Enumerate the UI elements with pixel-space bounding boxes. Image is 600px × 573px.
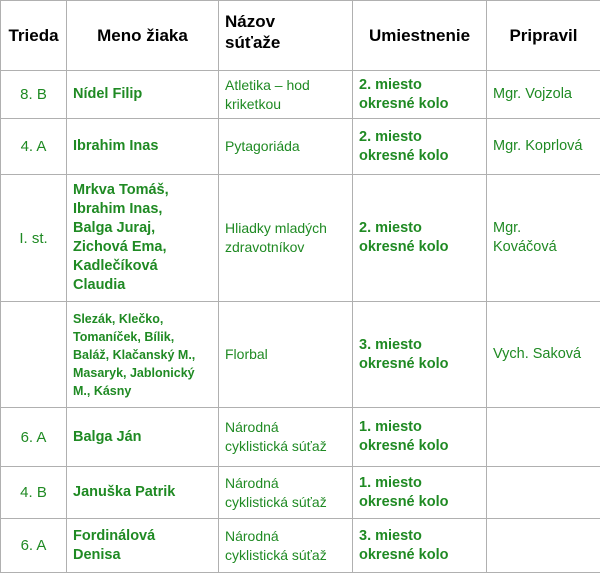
- cell-student-names-line: Kadlečíková: [73, 257, 218, 276]
- cell-placement-line: okresné kolo: [359, 546, 486, 565]
- header-class: Trieda: [1, 1, 67, 71]
- cell-teacher: [487, 519, 600, 573]
- cell-student-names: [67, 302, 219, 408]
- cell-student-names-line: M., Kásny: [73, 382, 218, 400]
- cell-competition-line: Národná: [225, 527, 352, 546]
- cell-competition-line: cyklistická súťaž: [225, 493, 352, 512]
- cell-competition-line: Florbal: [225, 345, 352, 364]
- cell-teacher: [487, 175, 600, 302]
- cell-placement: [353, 175, 487, 302]
- cell-student-names-line: Zichová Ema,: [73, 238, 218, 257]
- cell-student-names-line: Januška Patrik: [73, 483, 218, 502]
- cell-placement: [353, 302, 487, 408]
- cell-class: 4. A: [1, 119, 67, 175]
- cell-teacher-line: Mgr. Vojzola: [493, 85, 600, 104]
- cell-student-names: [67, 519, 219, 573]
- cell-placement-line: okresné kolo: [359, 355, 486, 374]
- cell-competition-line: Atletika – hod: [225, 76, 352, 95]
- cell-student-names-line: Ibrahim Inas,: [73, 200, 218, 219]
- header-competition-line: Názov: [225, 11, 352, 32]
- cell-class: 8. B: [1, 71, 67, 119]
- cell-placement-line: 2. miesto: [359, 219, 486, 238]
- cell-student-names: [67, 119, 219, 175]
- cell-competition-line: zdravotníkov: [225, 238, 352, 257]
- cell-placement-line: okresné kolo: [359, 238, 486, 257]
- cell-teacher-line: Mgr. Koprlová: [493, 137, 600, 156]
- cell-competition: [219, 408, 353, 467]
- cell-teacher: [487, 302, 600, 408]
- cell-teacher-line: Vych. Saková: [493, 345, 600, 364]
- cell-competition: [219, 519, 353, 573]
- cell-competition-line: Hliadky mladých: [225, 219, 352, 238]
- cell-placement-line: 3. miesto: [359, 336, 486, 355]
- cell-student-names: [67, 71, 219, 119]
- cell-competition-line: Národná: [225, 418, 352, 437]
- cell-placement: [353, 467, 487, 519]
- cell-student-names-line: Baláž, Klačanský M.,: [73, 346, 218, 364]
- cell-placement: [353, 71, 487, 119]
- cell-placement-line: 2. miesto: [359, 76, 486, 95]
- cell-teacher: [487, 408, 600, 467]
- cell-placement-line: 1. miesto: [359, 474, 486, 493]
- header-placement: Umiestnenie: [353, 1, 487, 71]
- cell-class: 4. B: [1, 467, 67, 519]
- cell-competition-line: Národná: [225, 474, 352, 493]
- cell-placement: [353, 519, 487, 573]
- header-student-name: Meno žiaka: [67, 1, 219, 71]
- cell-class: [1, 302, 67, 408]
- cell-competition: [219, 175, 353, 302]
- cell-teacher: [487, 119, 600, 175]
- cell-student-names-line: Balga Ján: [73, 428, 218, 447]
- cell-student-names-line: Masaryk, Jablonický: [73, 364, 218, 382]
- table-row: [1, 302, 600, 408]
- header-row: [1, 1, 600, 71]
- cell-placement: [353, 119, 487, 175]
- cell-student-names-line: Denisa: [73, 546, 218, 565]
- cell-placement: [353, 408, 487, 467]
- cell-competition-line: Pytagoriáda: [225, 137, 352, 156]
- cell-placement-line: 2. miesto: [359, 128, 486, 147]
- cell-competition: [219, 71, 353, 119]
- cell-teacher-line: Kováčová: [493, 238, 600, 257]
- header-prepared-by: Pripravil: [487, 1, 600, 71]
- cell-competition-line: kriketkou: [225, 95, 352, 114]
- cell-placement-line: 3. miesto: [359, 527, 486, 546]
- cell-student-names: [67, 467, 219, 519]
- cell-class: 6. A: [1, 408, 67, 467]
- cell-teacher: [487, 71, 600, 119]
- cell-student-names: [67, 408, 219, 467]
- cell-placement-line: okresné kolo: [359, 95, 486, 114]
- cell-student-names-line: Nídel Filip: [73, 85, 218, 104]
- cell-class: 6. A: [1, 519, 67, 573]
- cell-competition-line: cyklistická súťaž: [225, 546, 352, 565]
- cell-competition: [219, 467, 353, 519]
- header-competition-name: [219, 1, 353, 71]
- cell-student-names: [67, 175, 219, 302]
- cell-placement-line: 1. miesto: [359, 418, 486, 437]
- cell-class: I. st.: [1, 175, 67, 302]
- cell-competition-line: cyklistická súťaž: [225, 437, 352, 456]
- cell-teacher-line: Mgr.: [493, 219, 600, 238]
- cell-competition: [219, 119, 353, 175]
- cell-student-names-line: Ibrahim Inas: [73, 137, 218, 156]
- cell-student-names-line: Balga Juraj,: [73, 219, 218, 238]
- table-row: [1, 408, 600, 467]
- cell-student-names-line: Mrkva Tomáš,: [73, 181, 218, 200]
- header-competition-line: súťaže: [225, 32, 352, 53]
- cell-teacher: [487, 467, 600, 519]
- cell-placement-line: okresné kolo: [359, 147, 486, 166]
- cell-placement-line: okresné kolo: [359, 437, 486, 456]
- table-row: [1, 519, 600, 573]
- cell-competition: [219, 302, 353, 408]
- table-row: [1, 119, 600, 175]
- cell-student-names-line: Claudia: [73, 276, 218, 295]
- cell-student-names-line: Fordinálová: [73, 527, 218, 546]
- table-row: [1, 467, 600, 519]
- cell-student-names-line: Slezák, Klečko,: [73, 310, 218, 328]
- cell-placement-line: okresné kolo: [359, 493, 486, 512]
- cell-student-names-line: Tomaníček, Bílik,: [73, 328, 218, 346]
- table-row: [1, 71, 600, 119]
- table-row: [1, 175, 600, 302]
